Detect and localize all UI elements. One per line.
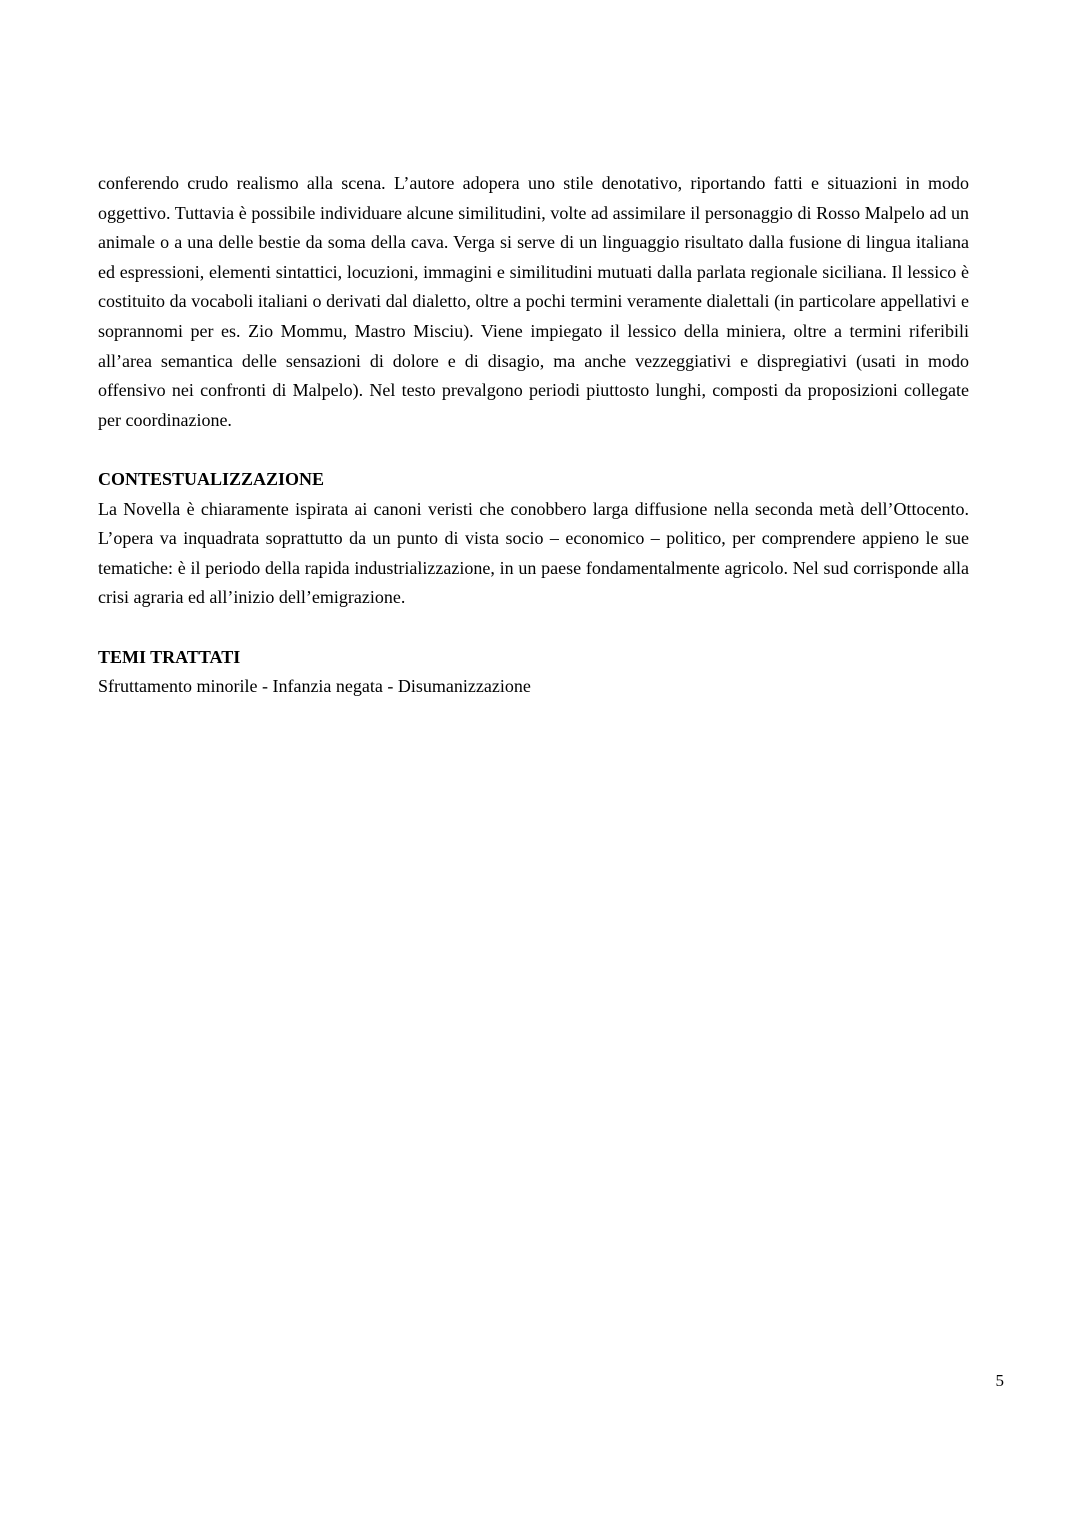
heading-temi-trattati: TEMI TRATTATI xyxy=(98,646,241,667)
paragraph-stylistic-analysis: conferendo crudo realismo alla scena. L’autore adopera uno stile denotativo, riportando fatti e situazioni in modo oggettivo. Tuttavia è possibile individuare alcune similitudini, volte ad assimilare il personaggio di Rosso Malpelo ad un animale o a una delle bestie da soma della cava. Verga si serve di un linguaggio risultato dalla fusione di lingua italiana ed espressioni, elementi sintattici, locuzioni, immagini e similitudini mutuati dalla parlata regionale siciliana. Il lessico è costituito da vocaboli italiani o derivati dal dialetto, oltre a pochi termini veramente dialettali (in particolare appellativi e soprannomi per es. Zio Mommu, Mastro Misciu). Viene impiegato il lessico della miniera, oltre a termini riferibili all’area semantica delle sensazioni di dolore e di disagio, ma anche vezzeggiativi e dispregiativi (usati in modo offensivo nei confronti di Malpelo). Nel testo prevalgono periodi piuttosto lunghi, composti da proposizioni collegate per coordinazione. xyxy=(98,173,969,430)
paragraph-temi-trattati: Sfruttamento minorile - Infanzia negata - Disumanizzazione xyxy=(98,676,531,697)
page-number: 5 xyxy=(995,1371,1004,1390)
heading-contestualizzazione: CONTESTUALIZZAZIONE xyxy=(98,468,325,489)
document-body xyxy=(98,169,969,702)
paragraph-contestualizzazione: La Novella è chiaramente ispirata ai canoni veristi che conobbero larga diffusione nella seconda metà dell’Ottocento. L’opera va inquadrata soprattutto da un punto di vista socio – economico – politico, per comprendere appieno le sue tematiche: è il periodo della rapida industrializzazione, in un paese fondamentalmente agricolo. Nel sud corrisponde alla crisi agraria ed all’inizio dell’emigrazione. xyxy=(98,498,969,608)
